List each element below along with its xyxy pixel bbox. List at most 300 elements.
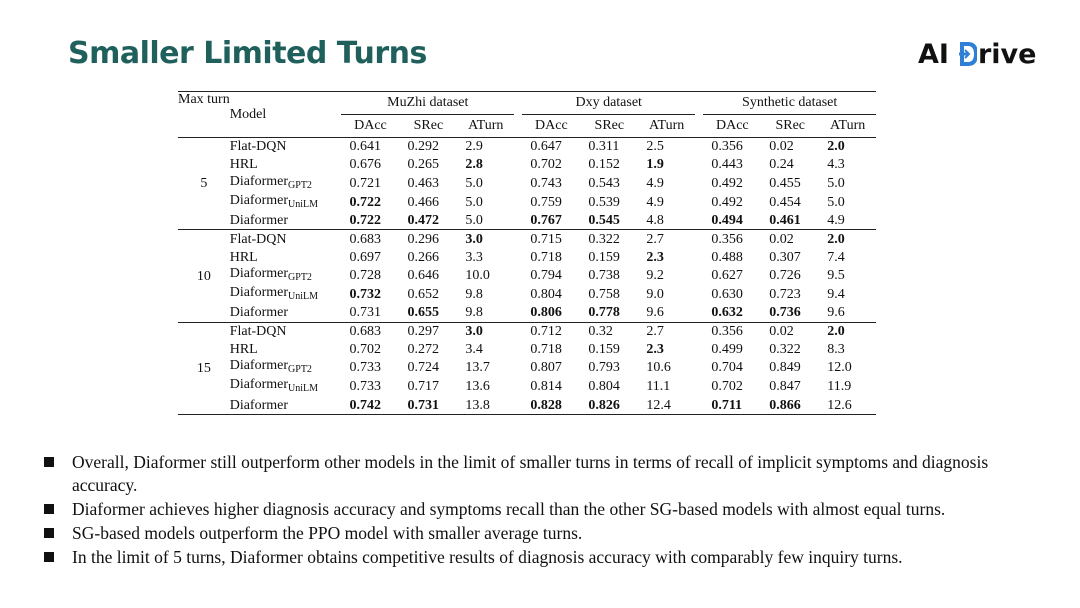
value: 0.322 — [769, 341, 801, 357]
value: 0.443 — [711, 157, 743, 173]
value: 13.8 — [465, 397, 490, 413]
value-cell — [580, 230, 638, 248]
square-bullet-icon — [44, 552, 54, 562]
value-cell — [457, 248, 514, 266]
model-name: Diaformer — [229, 284, 289, 300]
table-row — [178, 138, 876, 156]
value-cell — [638, 266, 695, 285]
value: 4.8 — [646, 212, 664, 228]
value-cell — [761, 248, 819, 266]
value-cell — [399, 193, 457, 212]
value-cell — [341, 156, 399, 174]
value: 0.733 — [349, 379, 381, 395]
value-cell — [580, 377, 638, 396]
value: 0.847 — [769, 379, 801, 395]
value: 0.356 — [711, 139, 743, 155]
value: 0.704 — [711, 360, 743, 376]
value: 0.793 — [588, 360, 620, 376]
value-cell — [341, 358, 399, 377]
value: 0.814 — [530, 379, 562, 395]
value-cell — [819, 248, 876, 266]
value: 0.356 — [711, 231, 743, 247]
value-cell — [580, 285, 638, 304]
value-cell — [761, 266, 819, 285]
value: 0.718 — [530, 341, 562, 357]
best-value: 0.545 — [588, 212, 620, 228]
value: 0.356 — [711, 324, 743, 340]
value: 0.02 — [769, 324, 794, 340]
value-cell — [638, 322, 695, 340]
value-cell — [580, 248, 638, 266]
value-cell — [522, 230, 580, 248]
model-name: Diaformer — [229, 358, 289, 374]
value-cell — [341, 322, 399, 340]
value: 0.702 — [349, 341, 381, 357]
model-name: Diaformer — [229, 397, 289, 413]
value-cell — [457, 266, 514, 285]
value: 2.9 — [465, 139, 483, 155]
value: 3.3 — [465, 249, 483, 265]
value-cell — [703, 248, 761, 266]
value-cell — [399, 341, 457, 359]
model-name: Diaformer — [229, 192, 289, 208]
model-name-cell — [230, 304, 342, 322]
value-cell — [580, 396, 638, 414]
value-cell — [761, 174, 819, 193]
best-value: 0.655 — [407, 305, 439, 321]
max-turn-cell: 10 — [178, 230, 230, 322]
ai-drive-logo — [918, 36, 1036, 72]
value-cell — [819, 266, 876, 285]
model-name: Diaformer — [229, 173, 289, 189]
value-cell — [580, 322, 638, 340]
value-cell — [703, 285, 761, 304]
value-cell — [399, 377, 457, 396]
value-cell — [638, 341, 695, 359]
value: 0.296 — [407, 231, 439, 247]
value-cell — [522, 322, 580, 340]
value-cell — [638, 396, 695, 414]
model-name: Flat-DQN — [229, 324, 287, 340]
value: 0.292 — [407, 139, 439, 155]
model-name-cell — [230, 193, 342, 212]
results-table-body — [178, 92, 876, 415]
max-turn-header: Max turn — [178, 92, 230, 107]
value-cell — [761, 193, 819, 212]
max-turn-cell: 15 — [178, 322, 230, 414]
value-cell — [399, 212, 457, 230]
metric-header: DAcc — [715, 118, 749, 133]
model-name-cell — [230, 266, 342, 285]
value-cell — [341, 230, 399, 248]
value-cell — [341, 138, 399, 156]
value-cell — [399, 174, 457, 193]
value-cell — [522, 156, 580, 174]
value: 0.683 — [349, 324, 381, 340]
value-cell — [761, 138, 819, 156]
value-cell — [399, 156, 457, 174]
value: 0.733 — [349, 360, 381, 376]
value: 0.726 — [769, 267, 801, 283]
value: 8.3 — [827, 341, 845, 357]
value-cell — [399, 248, 457, 266]
value-cell — [399, 304, 457, 322]
value-cell — [580, 138, 638, 156]
value: 9.0 — [646, 286, 664, 302]
metric-header: ATurn — [649, 118, 685, 133]
best-value: 0.711 — [711, 397, 743, 413]
best-value: 2.3 — [646, 249, 664, 265]
value: 0.454 — [769, 194, 801, 210]
best-value: 0.732 — [349, 286, 381, 302]
value-cell — [457, 138, 514, 156]
value: 11.1 — [646, 379, 671, 395]
value: 0.159 — [588, 341, 620, 357]
value: 0.804 — [530, 286, 562, 302]
value: 2.5 — [646, 139, 664, 155]
value-cell — [457, 358, 514, 377]
value: 0.794 — [530, 267, 562, 283]
model-name-cell — [230, 377, 342, 396]
best-value: 0.722 — [349, 212, 381, 228]
value: 0.731 — [349, 305, 381, 321]
value-cell — [819, 341, 876, 359]
metric-header: ATurn — [468, 118, 504, 133]
bullet-item — [42, 522, 1052, 545]
value: 0.543 — [588, 175, 620, 191]
metric-header: DAcc — [354, 118, 387, 133]
value-cell — [399, 322, 457, 340]
value-cell — [399, 285, 457, 304]
value-cell — [703, 230, 761, 248]
value: 0.159 — [588, 249, 620, 265]
value-cell — [819, 174, 876, 193]
value: 0.641 — [349, 139, 381, 155]
value-cell — [638, 193, 695, 212]
square-bullet-icon — [44, 528, 54, 538]
model-name: Diaformer — [229, 377, 289, 393]
value-cell — [761, 358, 819, 377]
value-cell — [522, 304, 580, 322]
value-cell — [522, 174, 580, 193]
table-row — [178, 266, 876, 285]
value-cell — [638, 230, 695, 248]
model-variant-subscript: GPT2 — [288, 364, 312, 376]
table-row — [178, 396, 876, 414]
value-cell — [457, 285, 514, 304]
value-cell — [522, 341, 580, 359]
model-name: Diaformer — [229, 212, 289, 228]
model-name: Flat-DQN — [229, 139, 287, 155]
value-cell — [638, 358, 695, 377]
table-row — [178, 304, 876, 322]
table-row — [178, 341, 876, 359]
value-cell — [457, 193, 514, 212]
value: 12.4 — [646, 397, 671, 413]
value-cell — [399, 230, 457, 248]
best-value: 0.778 — [588, 305, 620, 321]
value-cell — [703, 341, 761, 359]
value: 10.6 — [646, 360, 671, 376]
best-value: 2.0 — [827, 231, 845, 247]
value: 0.32 — [588, 324, 613, 340]
value: 0.743 — [530, 175, 562, 191]
value: 0.717 — [407, 379, 439, 395]
value: 7.4 — [827, 249, 845, 265]
value: 10.0 — [465, 267, 490, 283]
value-cell — [819, 358, 876, 377]
model-name-cell — [230, 322, 342, 340]
value: 12.0 — [827, 360, 852, 376]
value: 0.499 — [711, 341, 743, 357]
value-cell — [819, 396, 876, 414]
best-value: 1.9 — [646, 157, 664, 173]
table-row — [178, 230, 876, 248]
value: 4.9 — [646, 175, 664, 191]
value: 0.492 — [711, 194, 743, 210]
value: 0.758 — [588, 286, 620, 302]
value: 0.539 — [588, 194, 620, 210]
model-name-cell — [230, 358, 342, 377]
value-cell — [638, 248, 695, 266]
value: 5.0 — [465, 194, 483, 210]
value: 0.712 — [530, 324, 562, 340]
best-value: 2.8 — [465, 157, 483, 173]
value-cell — [457, 377, 514, 396]
value: 0.466 — [407, 194, 439, 210]
model-name: Diaformer — [229, 265, 289, 281]
logo-ai-text: AI — [918, 38, 949, 70]
value: 0.728 — [349, 267, 381, 283]
value: 0.647 — [530, 139, 562, 155]
model-name: Flat-DQN — [229, 231, 287, 247]
value-cell — [819, 138, 876, 156]
value-cell — [457, 304, 514, 322]
value-cell — [341, 285, 399, 304]
max-turn-cell: 5 — [178, 138, 230, 230]
table-row — [178, 212, 876, 230]
value-cell — [819, 193, 876, 212]
metric-header: ATurn — [829, 118, 866, 133]
value: 0.463 — [407, 175, 439, 191]
metric-header: SRec — [775, 118, 806, 133]
bullet-item — [42, 498, 1052, 521]
value: 0.738 — [588, 267, 620, 283]
value-cell — [457, 212, 514, 230]
value: 0.702 — [711, 379, 743, 395]
value: 0.683 — [349, 231, 381, 247]
value-cell — [522, 212, 580, 230]
value-cell — [580, 358, 638, 377]
value-cell — [341, 248, 399, 266]
model-name-cell — [230, 174, 342, 193]
value-cell — [341, 212, 399, 230]
value: 9.2 — [646, 267, 664, 283]
value-cell — [703, 266, 761, 285]
value: 0.721 — [349, 175, 381, 191]
table-header-groups — [178, 92, 876, 115]
value-cell — [580, 156, 638, 174]
value: 13.7 — [465, 360, 490, 376]
bullet-text: In the limit of 5 turns, Diaformer obtains competitive results of diagnosis accuracy with comparably few inquiry turns. — [72, 547, 903, 567]
value-cell — [522, 377, 580, 396]
value-cell — [457, 174, 514, 193]
value-cell — [522, 266, 580, 285]
value-cell — [703, 174, 761, 193]
table-row — [178, 285, 876, 304]
value: 12.6 — [827, 397, 852, 413]
value-cell — [703, 138, 761, 156]
value: 0.723 — [769, 286, 801, 302]
bullet-list — [42, 451, 1052, 570]
value: 0.807 — [530, 360, 562, 376]
value-cell — [638, 156, 695, 174]
value: 0.492 — [711, 175, 743, 191]
model-name: HRL — [229, 157, 258, 173]
value: 9.8 — [465, 286, 483, 302]
group-header-dxy: Dxy dataset — [522, 92, 695, 115]
value: 0.24 — [769, 157, 794, 173]
value: 9.6 — [827, 305, 845, 321]
best-value: 0.866 — [769, 397, 801, 413]
value-cell — [580, 341, 638, 359]
square-bullet-icon — [44, 457, 54, 467]
value-cell — [341, 174, 399, 193]
model-name-cell — [230, 138, 342, 156]
value-cell — [580, 266, 638, 285]
value-cell — [703, 212, 761, 230]
model-variant-subscript: GPT2 — [288, 179, 312, 191]
value-cell — [638, 212, 695, 230]
value-cell — [761, 285, 819, 304]
bullet-text: SG-based models outperform the PPO model with smaller average turns. — [72, 523, 583, 543]
value: 4.3 — [827, 157, 845, 173]
value-cell — [761, 377, 819, 396]
model-variant-subscript: UniLM — [288, 290, 319, 302]
model-variant-subscript: UniLM — [288, 198, 319, 210]
value-cell — [522, 358, 580, 377]
value-cell — [761, 341, 819, 359]
value-cell — [580, 174, 638, 193]
value: 9.4 — [827, 286, 845, 302]
value-cell — [819, 304, 876, 322]
value-cell — [457, 156, 514, 174]
value-cell — [761, 322, 819, 340]
value-cell — [819, 322, 876, 340]
bullet-text: Overall, Diaformer still outperform other models in the limit of smaller turns in terms of recall of implicit symptoms and diagnosis accuracy. — [72, 452, 989, 495]
value-cell — [703, 193, 761, 212]
value-cell — [638, 377, 695, 396]
value-cell — [399, 266, 457, 285]
value-cell — [819, 156, 876, 174]
model-variant-subscript: UniLM — [288, 383, 319, 395]
model-name-cell — [230, 341, 342, 359]
value: 0.724 — [407, 360, 439, 376]
group-header-synthetic: Synthetic dataset — [703, 92, 876, 115]
value: 0.630 — [711, 286, 743, 302]
metric-header: DAcc — [535, 118, 568, 133]
value-cell — [457, 322, 514, 340]
table-row — [178, 174, 876, 193]
table-row — [178, 248, 876, 266]
value: 0.718 — [530, 249, 562, 265]
value-cell — [580, 212, 638, 230]
value: 0.488 — [711, 249, 743, 265]
table-row — [178, 377, 876, 396]
logo-rest-text: rive — [977, 38, 1037, 70]
table-row — [178, 322, 876, 340]
best-value: 2.0 — [827, 139, 845, 155]
best-value: 0.826 — [588, 397, 620, 413]
table-row — [178, 358, 876, 377]
value-cell — [703, 322, 761, 340]
model-name-cell — [230, 156, 342, 174]
value: 0.676 — [349, 157, 381, 173]
value: 0.265 — [407, 157, 439, 173]
model-name-cell — [230, 248, 342, 266]
best-value: 0.828 — [530, 397, 562, 413]
value-cell — [703, 156, 761, 174]
value-cell — [761, 156, 819, 174]
best-value: 0.767 — [530, 212, 562, 228]
model-variant-subscript: GPT2 — [288, 271, 312, 283]
value: 0.627 — [711, 267, 743, 283]
value-cell — [638, 174, 695, 193]
value: 9.6 — [646, 305, 664, 321]
slide-title: Smaller Limited Turns — [68, 36, 427, 71]
value-cell — [819, 285, 876, 304]
value: 0.652 — [407, 286, 439, 302]
value-cell — [522, 396, 580, 414]
value: 0.646 — [407, 267, 439, 283]
metric-header: SRec — [594, 118, 625, 133]
value: 0.297 — [407, 324, 439, 340]
value-cell — [341, 396, 399, 414]
value-cell — [522, 248, 580, 266]
value: 4.9 — [646, 194, 664, 210]
value-cell — [457, 230, 514, 248]
value-cell — [638, 138, 695, 156]
value: 0.804 — [588, 379, 620, 395]
best-value: 0.722 — [349, 194, 381, 210]
value: 0.307 — [769, 249, 801, 265]
best-value: 0.731 — [407, 397, 439, 413]
value-cell — [819, 212, 876, 230]
value-cell — [761, 230, 819, 248]
value: 4.9 — [827, 212, 845, 228]
value-cell — [457, 341, 514, 359]
best-value: 2.0 — [827, 324, 845, 340]
best-value: 0.461 — [769, 212, 801, 228]
value-cell — [341, 193, 399, 212]
model-name: HRL — [229, 341, 258, 357]
model-name: HRL — [229, 249, 258, 265]
best-value: 3.0 — [465, 324, 483, 340]
value-cell — [819, 230, 876, 248]
value: 0.272 — [407, 341, 439, 357]
metric-header: SRec — [413, 118, 444, 133]
value: 0.02 — [769, 231, 794, 247]
value-cell — [522, 285, 580, 304]
model-name-cell — [230, 285, 342, 304]
model-name-cell — [230, 230, 342, 248]
value-cell — [819, 377, 876, 396]
value: 0.715 — [530, 231, 562, 247]
value-cell — [341, 266, 399, 285]
value-cell — [457, 396, 514, 414]
table-row — [178, 193, 876, 212]
value: 0.322 — [588, 231, 620, 247]
